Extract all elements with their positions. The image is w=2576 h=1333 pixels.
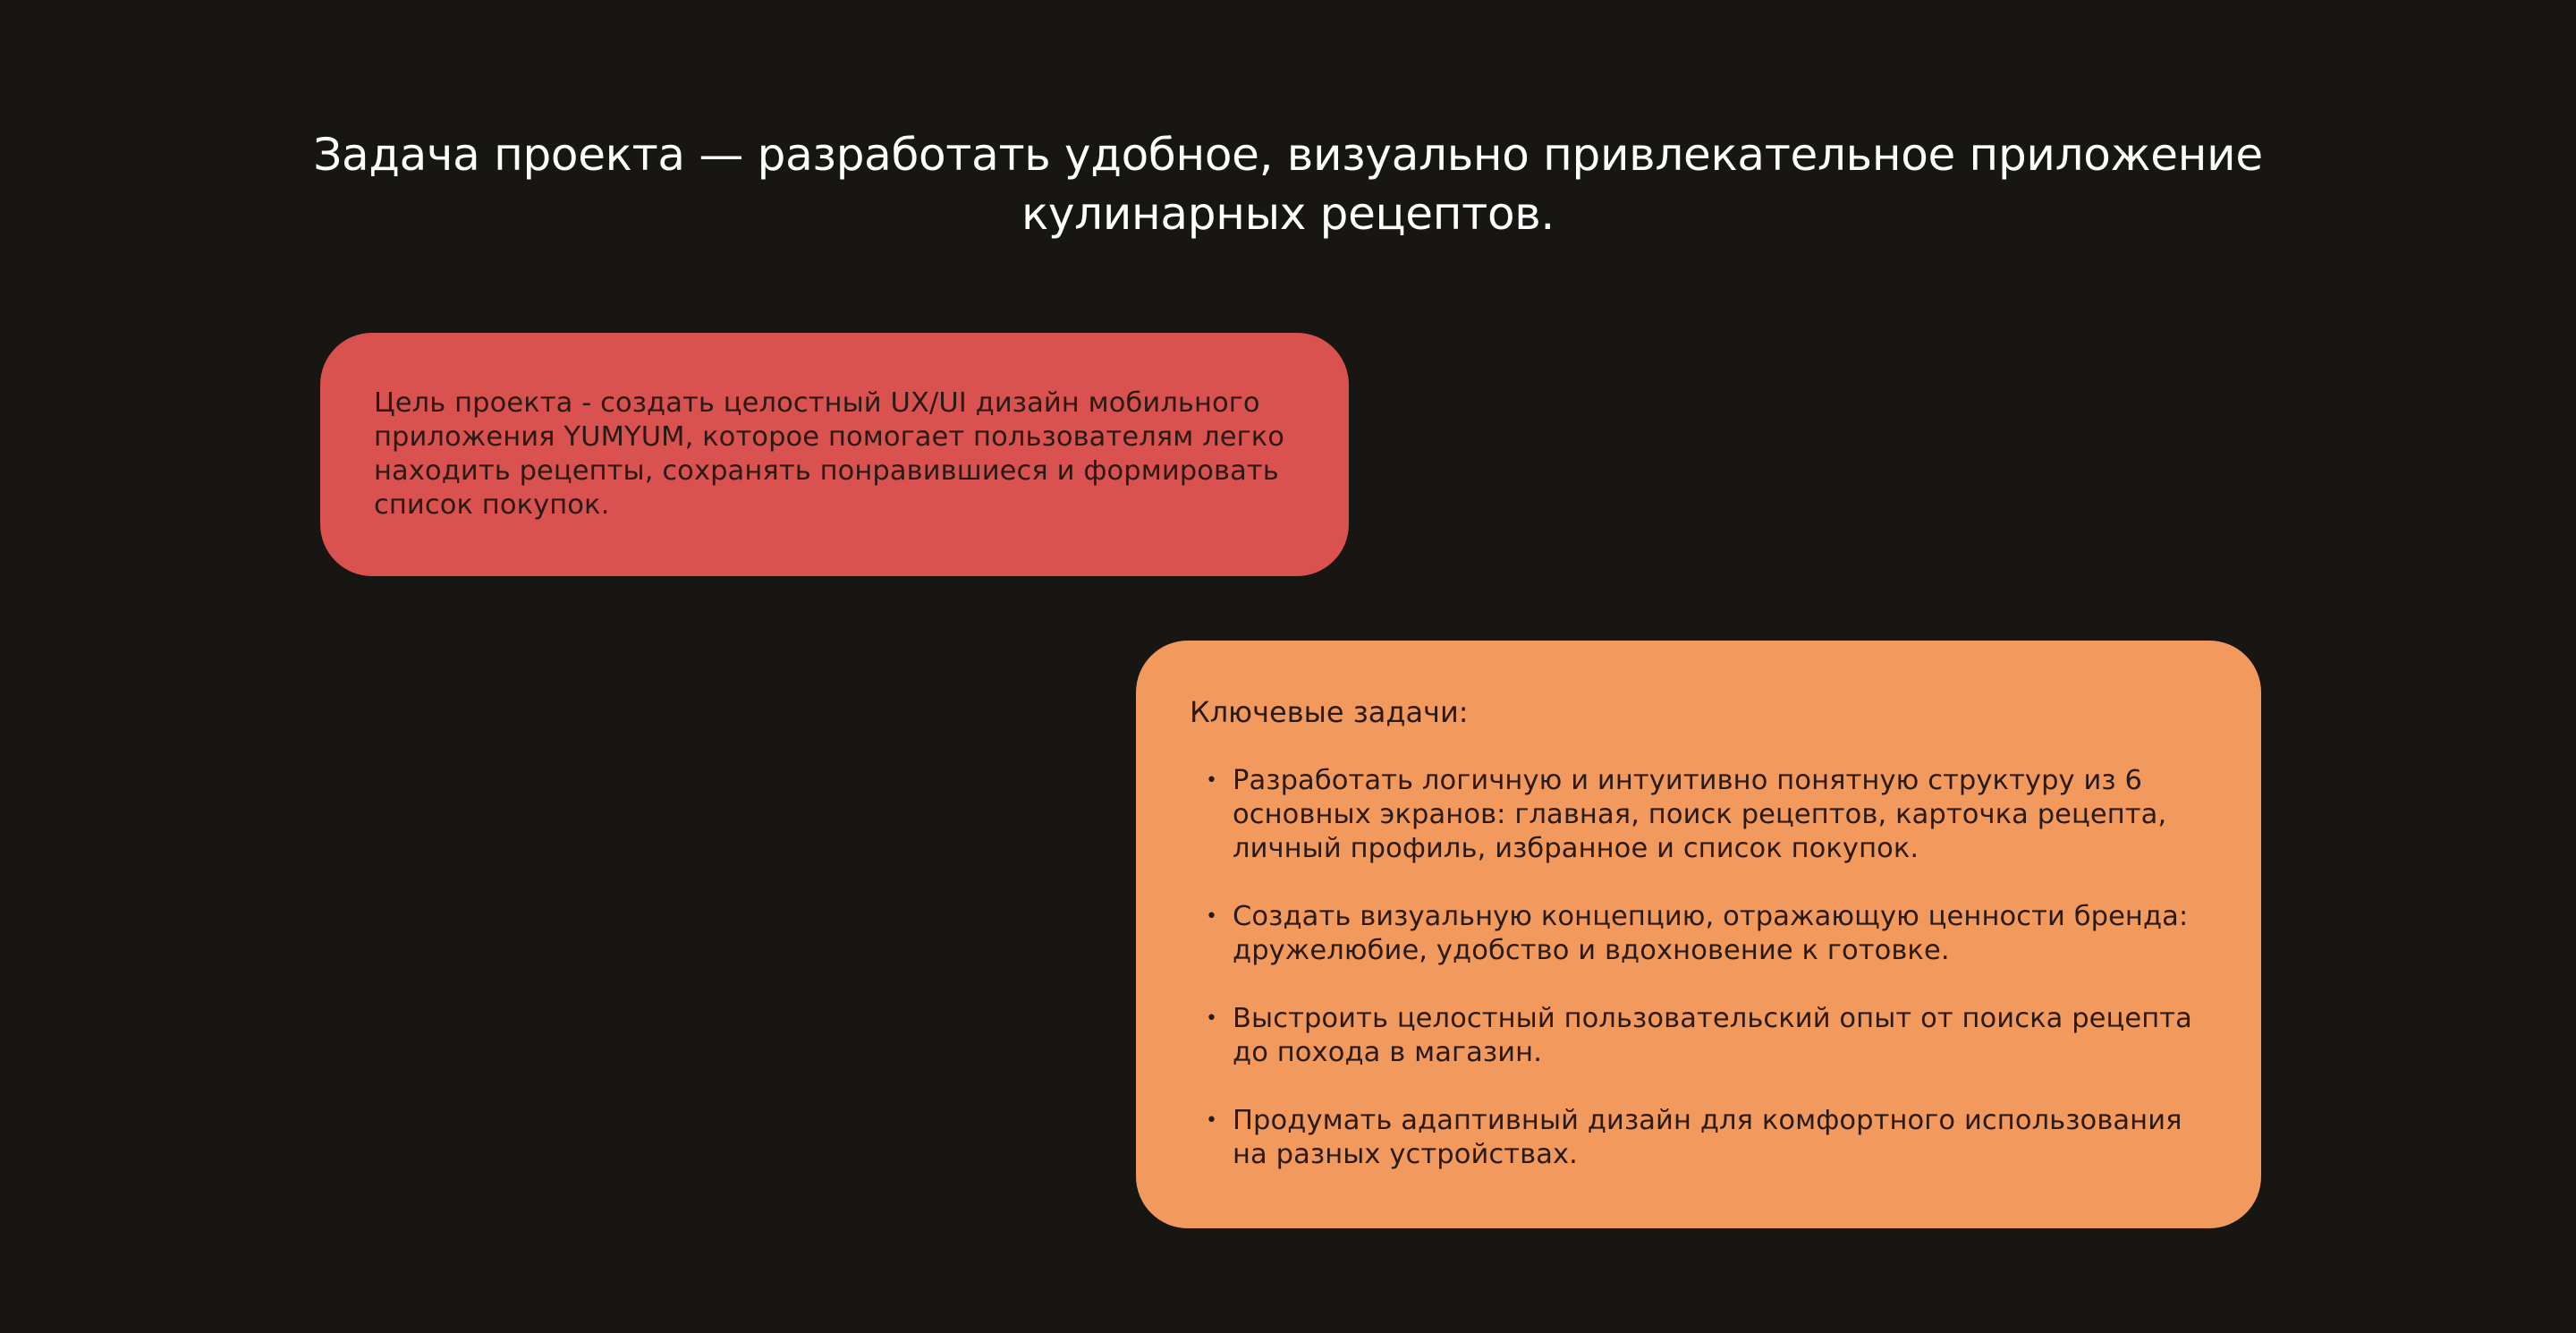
key-tasks-list xyxy=(1190,764,2207,1172)
task-item-text: Создать визуальную концепцию, отражающую ценности бренда: дружелюбие, удобство и вдохновение к готовке. xyxy=(1233,901,2189,966)
task-item xyxy=(1190,900,2207,968)
task-item-text: Выстроить целостный пользовательский опыт от поиска рецепта до похода в магазин. xyxy=(1233,1003,2192,1068)
bullet-icon: • xyxy=(1206,1007,1218,1030)
key-tasks-title: Ключевые задачи: xyxy=(1190,695,1469,729)
task-item xyxy=(1190,764,2207,866)
bullet-icon: • xyxy=(1206,769,1218,792)
bullet-icon: • xyxy=(1206,905,1218,928)
bullet-icon: • xyxy=(1206,1109,1218,1132)
key-tasks-card xyxy=(1136,641,2261,1228)
page-headline: Задача проекта — разработать удобное, визуально привлекательное приложение кулинарных рецептов. xyxy=(313,129,2263,240)
project-goal-text: Цель проекта - создать целостный UX/UI дизайн мобильного приложения YUMYUM, которое помогает пользователям легко находить рецепты, сохранять понравившиеся и формировать список покупок. xyxy=(374,387,1285,521)
task-item-text: Разработать логичную и интуитивно понятную структуру из 6 основных экранов: главная, поиск рецептов, карточка рецепта, личный профиль, избранное и список покупок. xyxy=(1233,765,2167,864)
task-item xyxy=(1190,1002,2207,1070)
task-item xyxy=(1190,1104,2207,1172)
task-item-text: Продумать адаптивный дизайн для комфортного использования на разных устройствах. xyxy=(1233,1105,2182,1170)
project-goal-card xyxy=(320,333,1349,576)
